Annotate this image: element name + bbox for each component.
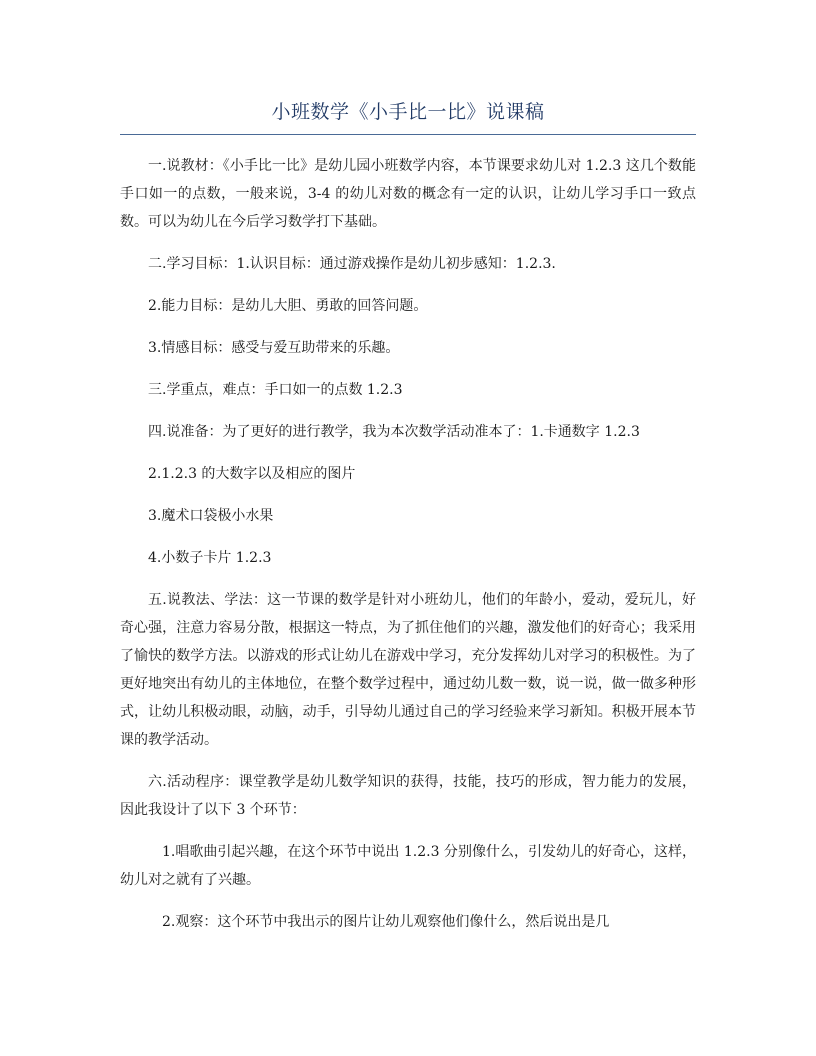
document-title: 小班数学《小手比一比》说课稿 [271, 101, 545, 123]
paragraph-ability-goal: 2.能力目标：是幼儿大胆、勇敢的回答问题。 [148, 298, 428, 314]
paragraph-learning-goals: 二.学习目标：1.认识目标：通过游戏操作是幼儿初步感知：1.2.3. [148, 256, 556, 272]
paragraph-textbook: 一.说教材：《小手比一比》是幼儿园小班数学内容，本节课要求幼儿对 1.2.3 这几个数能手口如一的点数，一般来说，3-4 的幼儿对数的概念有一定的认识，让幼儿学习手口一致点数。可以为幼儿在今后学习数学打下基础。 [120, 158, 696, 230]
paragraph-key-points: 三.学重点，难点：手口如一的点数 1.2.3 [148, 382, 403, 398]
document-body [120, 152, 696, 950]
paragraph-procedure: 六.活动程序：课堂教学是幼儿数学知识的获得，技能，技巧的形成，智力能力的发展，因此我设计了以下 3 个环节： [120, 774, 696, 818]
title-underline [120, 134, 696, 135]
paragraph-prep-item-3: 3.魔术口袋极小水果 [148, 508, 274, 524]
paragraph-emotion-goal: 3.情感目标：感受与爱互助带来的乐趣。 [148, 340, 400, 356]
paragraph-prep-item-2: 2.1.2.3 的大数字以及相应的图片 [148, 466, 356, 482]
paragraph-step-1: 1.唱歌曲引起兴趣，在这个环节中说出 1.2.3 分别像什么，引发幼儿的好奇心，这样，幼儿对之就有了兴趣。 [120, 844, 696, 888]
paragraph-preparation: 四.说准备：为了更好的进行教学，我为本次数学活动准本了：1.卡通数字 1.2.3 [148, 424, 640, 440]
paragraph-step-2: 2.观察：这个环节中我出示的图片让幼儿观察他们像什么，然后说出是几 [162, 914, 610, 930]
paragraph-methods: 五.说教法、学法：这一节课的数学是针对小班幼儿，他们的年龄小，爱动，爱玩儿，好奇心强，注意力容易分散，根据这一特点，为了抓住他们的兴趣，激发他们的好奇心；我采用了愉快的数学方法。以游戏的形式让幼儿在游戏中学习，充分发挥幼儿对学习的积极性。为了更好地突出有幼儿的主体地位，在整个数学过程中，通过幼儿数一数，说一说，做一做多种形式，让幼儿积极动眼，动脑，动手，引导幼儿通过自己的学习经验来学习新知。积极开展本节课的教学活动。 [120, 592, 696, 748]
paragraph-prep-item-4: 4.小数子卡片 1.2.3 [148, 550, 272, 566]
